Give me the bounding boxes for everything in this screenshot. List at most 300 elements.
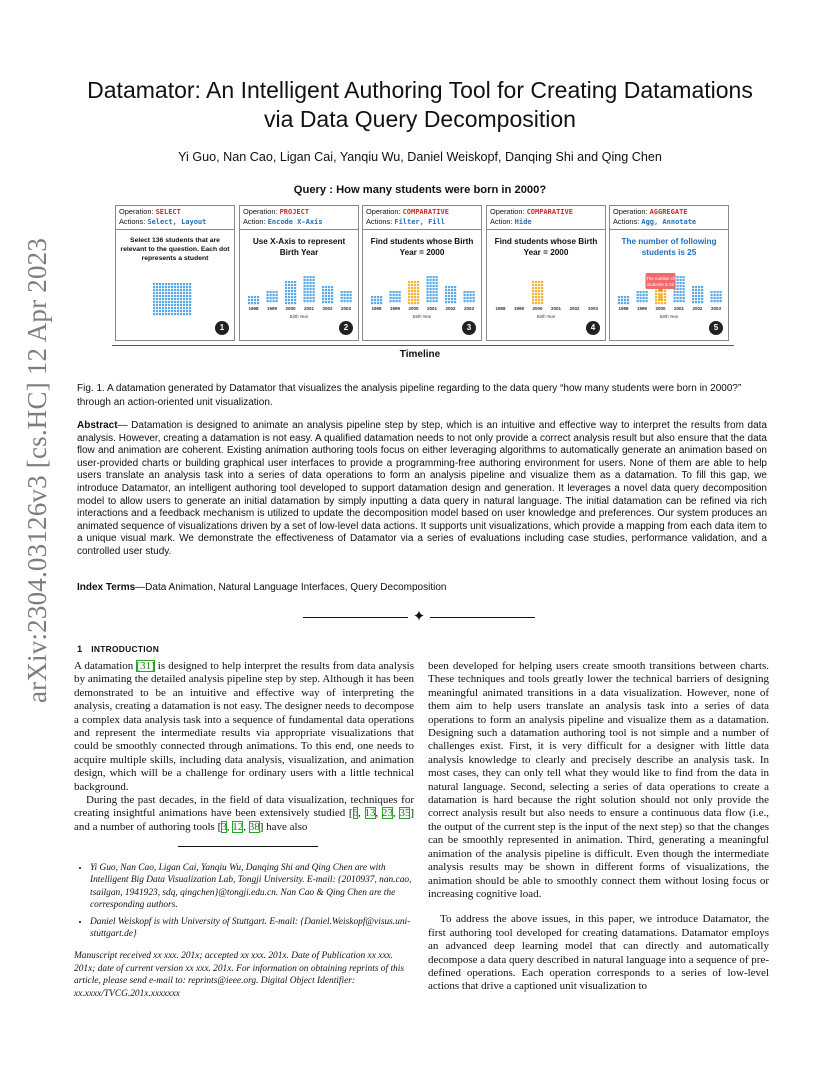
panel-description: Find students whose Birth Year = 2000 [494,237,598,257]
unit-dot [313,279,315,281]
unit-dot [307,297,309,299]
unit-dot [445,292,447,294]
unit-dot [177,313,179,315]
unit-dot [189,283,191,285]
step-badge: 2 [339,321,353,335]
unit-dot [325,298,327,300]
unit-dot [159,289,161,291]
unit-dot [535,287,537,289]
unit-dot [186,301,188,303]
unit-dot [411,299,413,301]
unit-dot [427,291,429,293]
footnote-rule [178,846,318,847]
unit-dot [347,294,349,296]
paper-title: Datamator: An Intelligent Authoring Tool for Creating Datamations via Data Query Decomposition [87,77,753,132]
operation-label: Operation: [490,207,525,216]
figure-panel-2 [239,205,359,341]
unit-dot [677,294,679,296]
unit-dot [621,302,623,304]
unit-dot [288,296,290,298]
unit-aggregate-chart [610,206,728,340]
unit-dot [171,310,173,312]
unit-dot [177,286,179,288]
unit-dot [177,310,179,312]
intro-paragraph-4: To address the above issues, in this paper, we introduce Datamator, the first authoring tool developed for creating datamations. Datamator employs an advanced deep learning model that can directly and automatically decompose a data query described in natural language into a sequence of pre-defined operations. Each operation corresponds to a series of low-level actions that drive a captioned unit visualization to [428,913,769,993]
unit-dot [448,289,450,291]
unit-dot [168,292,170,294]
year-tick-label: 1999 [636,306,648,311]
unit-dot [683,285,685,287]
unit-dot [267,291,269,293]
unit-dot [433,282,435,284]
unit-dot [304,279,306,281]
unit-dot [341,297,343,299]
unit-dot [171,301,173,303]
unit-dot [677,279,679,281]
unit-dot [183,301,185,303]
unit-dot [304,282,306,284]
unit-dot [637,297,639,299]
unit-dot [692,286,694,288]
unit-dot [313,294,315,296]
figure-caption: Fig. 1. A datamation generated by Datamator that visualizes the analysis pipeline regarding to the data query “how many students were born in 2000?” through an action-oriented unit visualization. [77,383,742,408]
unit-dot [186,292,188,294]
unit-dot [322,292,324,294]
unit-dot [427,300,429,302]
unit-dot [417,290,419,292]
unit-dot [159,292,161,294]
unit-dot [159,313,161,315]
unit-dot [189,292,191,294]
unit-dot [325,286,327,288]
footnotes [74,862,412,1000]
unit-dot [661,302,663,304]
unit-dot [153,304,155,306]
unit-dot [180,286,182,288]
text-span: A datamation [74,660,137,672]
unit-dot [276,291,278,293]
unit-dot [448,286,450,288]
unit-dot [310,279,312,281]
section-divider-left [303,617,408,618]
unit-dot [183,310,185,312]
unit-dot [328,289,330,291]
unit-dot [393,300,395,302]
unit-dot [680,291,682,293]
index-terms [77,582,767,593]
unit-dot [618,296,620,298]
intro-paragraph-3: been developed for helping users create smooth transitions between charts. These techniques and tools greatly lower the technical barriers of designing meaningful animated transitions in a data visualization. However, none of them aim to help users translate an analysis task into a series of data operations to form an analysis pipeline and visualize them as a datamation. Designing such a datamation authoring tool is not simple and a number of challenges exist. First, it is very difficult for a designer with little data analysis knowledge to clearly and precisely describe an analysis task. In most cases, they can only tell what they would like to find from the data in natural language. Second, selecting a series of data operations to create a datamation is hard because the right solution should not only provide the correct analysis result but also needs to ensure a continuous data flow (i.e., the output of the current step is the input of the next step) so that the changes can be smoothly represented in animation. Third, generating a meaningful animation of the analysis pipeline is difficult. Even though the intermediate analysis results may be shown in different forms of visualizations, the animation should be able to smoothly connect them without losing focus or increasing cognitive load. [428,660,769,900]
unit-dot [714,300,716,302]
unit-dot [683,276,685,278]
unit-dot [304,291,306,293]
unit-dot [168,301,170,303]
unit-dot [396,300,398,302]
unit-dot [153,313,155,315]
unit-dot [254,302,256,304]
left-column [74,660,414,834]
step-badge: 1 [215,321,229,335]
operation-value: COMPARATIVE [526,208,573,216]
unit-dot [624,299,626,301]
unit-dot [538,290,540,292]
unit-dot [168,313,170,315]
unit-dot [153,295,155,297]
unit-dot [341,294,343,296]
unit-dot [156,283,158,285]
unit-dot [374,296,376,298]
unit-dot [291,302,293,304]
year-tick-label: 1998 [248,306,259,311]
unit-dot [433,279,435,281]
unit-dot [532,290,534,292]
unit-dot [464,291,466,293]
unit-dot [189,304,191,306]
unit-dot [538,296,540,298]
unit-dot [470,300,472,302]
unit-dot [695,286,697,288]
unit-dot [436,285,438,287]
unit-dot [711,294,713,296]
unit-dot [680,276,682,278]
unit-dot [430,297,432,299]
unit-dot [251,299,253,301]
unit-dot [701,286,703,288]
unit-dot [445,295,447,297]
unit-dot [535,296,537,298]
operation-value: COMPARATIVE [402,208,449,216]
unit-dot [313,282,315,284]
unit-dot [436,294,438,296]
unit-dot [310,294,312,296]
unit-dot [186,298,188,300]
year-tick-label: 2000 [532,306,543,311]
unit-dot [159,301,161,303]
unit-dot [695,301,697,303]
citation-link[interactable]: 35 [399,807,411,820]
unit-dot [291,290,293,292]
unit-dot [159,286,161,288]
action-label: Action: [490,217,513,226]
unit-dot [436,291,438,293]
unit-dot [677,291,679,293]
unit-dot [618,299,620,301]
unit-dot [288,293,290,295]
intro-paragraph-2 [74,794,414,834]
unit-dot [408,287,410,289]
unit-dot [454,292,456,294]
unit-dot [535,299,537,301]
unit-dot [288,290,290,292]
arxiv-id[interactable]: arXiv:2304.03126v3 [cs.HC] 12 Apr 2023 [22,237,52,703]
unit-dot [680,279,682,281]
unit-dot [248,296,250,298]
unit-dot [414,284,416,286]
unit-dot [627,299,629,301]
year-tick-label: 2003 [587,306,599,311]
unit-dot [304,276,306,278]
unit-dot [640,300,642,302]
unit-dot [325,301,327,303]
unit-dot [408,302,410,304]
unit-dot [535,293,537,295]
unit-dot [664,296,666,298]
unit-dot [273,291,275,293]
unit-dot [291,281,293,283]
unit-dot [683,300,685,302]
unit-dot [270,294,272,296]
citation-link[interactable]: 38 [248,820,260,833]
unit-dot [183,286,185,288]
unit-dot [174,310,176,312]
citation-link[interactable]: 6 [352,807,359,820]
unit-dot [171,307,173,309]
unit-dot [171,304,173,306]
year-tick-label: 2001 [550,306,562,311]
unit-dot [473,294,475,296]
panel-description: Select 136 students that are relevant to the question. Each dot represents a student [120,237,230,262]
unit-dot [180,304,182,306]
unit-dot [380,302,382,304]
unit-dot [541,293,543,295]
unit-dot [291,296,293,298]
unit-dot [183,292,185,294]
unit-dot [535,290,537,292]
unit-dot [273,297,275,299]
unit-dot [692,289,694,291]
unit-dot [711,297,713,299]
unit-dot [344,297,346,299]
unit-dot [310,288,312,290]
unit-dot [711,300,713,302]
year-tick-label: 2000 [408,306,419,311]
unit-dot [341,291,343,293]
unit-dot [273,294,275,296]
unit-dot [621,299,623,301]
unit-dot [285,293,287,295]
panel-description: The number of following students is 25 [621,237,717,257]
unit-dot [174,289,176,291]
unit-dot [257,299,259,301]
unit-dot [177,295,179,297]
text-span: , [358,807,365,820]
unit-dot [674,291,676,293]
unit-dot [307,279,309,281]
unit-dot [643,300,645,302]
unit-dot [257,296,259,298]
unit-bar-chart-hidden [487,206,605,340]
citation-link[interactable]: 13 [364,807,376,820]
unit-dot [180,295,182,297]
citation-link[interactable]: 12 [232,820,244,833]
unit-dot [186,304,188,306]
unit-dot [288,287,290,289]
unit-dot [328,295,330,297]
year-tick-label: 2001 [426,306,438,311]
unit-dot [304,297,306,299]
unit-dot [677,300,679,302]
unit-dot [436,297,438,299]
year-tick-label: 2001 [673,306,685,311]
unit-dot [445,298,447,300]
unit-dot [177,289,179,291]
year-tick-label: 2002 [322,306,333,311]
unit-dot [331,295,333,297]
unit-dot [541,287,543,289]
author-list: Yi Guo, Nan Cao, Ligan Cai, Yanqiu Wu, Daniel Weiskopf, Danqing Shi and Qing Chen [178,150,662,164]
unit-dot [677,297,679,299]
unit-dot [165,292,167,294]
unit-dot [451,301,453,303]
unit-dot [180,289,182,291]
unit-dot [159,307,161,309]
unit-dot [467,291,469,293]
operation-label: Operation: [119,207,154,216]
unit-bar-chart-filtered [363,206,481,340]
unit-dot [177,301,179,303]
unit-dot [273,300,275,302]
unit-dot [186,310,188,312]
citation-link[interactable]: 23 [381,807,393,820]
arxiv-stamp [16,237,56,705]
axis-title: Birth Year [659,314,679,319]
unit-dot [304,294,306,296]
unit-dot [637,294,639,296]
unit-dot [399,297,401,299]
unit-dot [627,296,629,298]
citation-link[interactable]: [31] [136,660,155,672]
unit-dot [433,297,435,299]
unit-dot [621,296,623,298]
unit-dot [677,285,679,287]
unit-dot [344,294,346,296]
unit-dot [189,289,191,291]
unit-dot [307,276,309,278]
unit-dot [174,304,176,306]
year-tick-label: 2002 [569,306,580,311]
unit-dot [171,289,173,291]
unit-dot [350,291,352,293]
right-column [428,660,769,994]
unit-dot [674,294,676,296]
unit-dot [417,293,419,295]
unit-dot [307,282,309,284]
action-value: Hide [514,218,532,226]
unit-dot [414,302,416,304]
unit-dot [174,292,176,294]
manuscript-note: Manuscript received xx xxx. 201x; accepted xx xxx. 201x. Date of Publication xx xxx. 201x; date of current version xx xxx. 201x. For information on obtaining reprints of this article, please send e-mail to: reprints@ieee.org. Digital Object Identifier: xx.xxxx/TVCG.201x.xxxxxxx [74,951,404,999]
unit-dot [454,298,456,300]
unit-dot [646,297,648,299]
unit-dot [183,283,185,285]
text-span: is designed to help interpret the results from data analysis by animating the detailed analysis pipeline step by step. Although it has been demonstrated to be an intuitive and effective way of interpreting the analysis, creating a datamation is not easy. The designer needs to decompose a complex data analysis task into a sequence of fundamental data operations and represent the intermediate results via appropriate visualizations that could be smoothly connected through animations. To this end, one needs to acquire multiple skills, including data analysis, visualization, and animation design, which will be a challenge for ordinary users with a little technical background. [74,660,414,793]
unit-dot [248,299,250,301]
section-title: INTRODUCTION [91,644,160,654]
year-tick-label: 1998 [495,306,506,311]
action-label: Actions: [119,217,146,226]
unit-dot [698,301,700,303]
unit-dot [294,302,296,304]
unit-dot [396,291,398,293]
unit-dot [436,276,438,278]
operation-label: Operation: [366,207,401,216]
unit-dot [720,291,722,293]
year-tick-label: 2003 [340,306,352,311]
unit-dot [454,286,456,288]
unit-dot [285,290,287,292]
unit-dot [304,300,306,302]
unit-dot [377,299,379,301]
unit-dot [183,289,185,291]
unit-dot [186,295,188,297]
unit-dot [417,284,419,286]
unit-dot [698,292,700,294]
unit-dot [538,284,540,286]
year-tick-label: 2001 [303,306,315,311]
year-tick-label: 2003 [710,306,722,311]
unit-dot [720,297,722,299]
unit-dot [162,301,164,303]
unit-dot [186,307,188,309]
unit-dot [310,285,312,287]
unit-dot [294,284,296,286]
unit-dot [171,313,173,315]
unit-dot [165,307,167,309]
unit-dot [451,295,453,297]
unit-dot [153,310,155,312]
unit-dot [683,279,685,281]
unit-dot [655,299,657,301]
step-badge: 4 [586,321,600,335]
action-value: Filter, Fill [394,218,445,226]
unit-dot [677,276,679,278]
unit-dot [717,294,719,296]
unit-dot [186,289,188,291]
unit-dot [165,304,167,306]
unit-dot [189,307,191,309]
unit-dot [643,297,645,299]
unit-dot [371,302,373,304]
citation-link[interactable]: 3 [221,820,227,833]
unit-dot [680,294,682,296]
divider-star-icon: ✦ [412,607,426,625]
unit-dot [294,290,296,292]
figure-panel-5 [609,205,729,341]
unit-dot [445,289,447,291]
action-label: Actions: [366,217,393,226]
unit-dot [393,291,395,293]
unit-dot [276,297,278,299]
unit-dot [341,300,343,302]
unit-dot [371,299,373,301]
unit-dot [322,295,324,297]
unit-dot [380,299,382,301]
unit-dot [313,288,315,290]
unit-dot [683,288,685,290]
unit-dot [153,307,155,309]
year-tick-label: 2000 [285,306,296,311]
unit-dot [646,294,648,296]
unit-dot [695,295,697,297]
unit-dot [677,288,679,290]
unit-dot [168,304,170,306]
unit-dot [347,300,349,302]
unit-dot [414,281,416,283]
unit-dot [186,286,188,288]
year-tick-label: 1998 [371,306,382,311]
unit-dot [331,289,333,291]
action-value: Agg, Annotate [641,218,697,226]
